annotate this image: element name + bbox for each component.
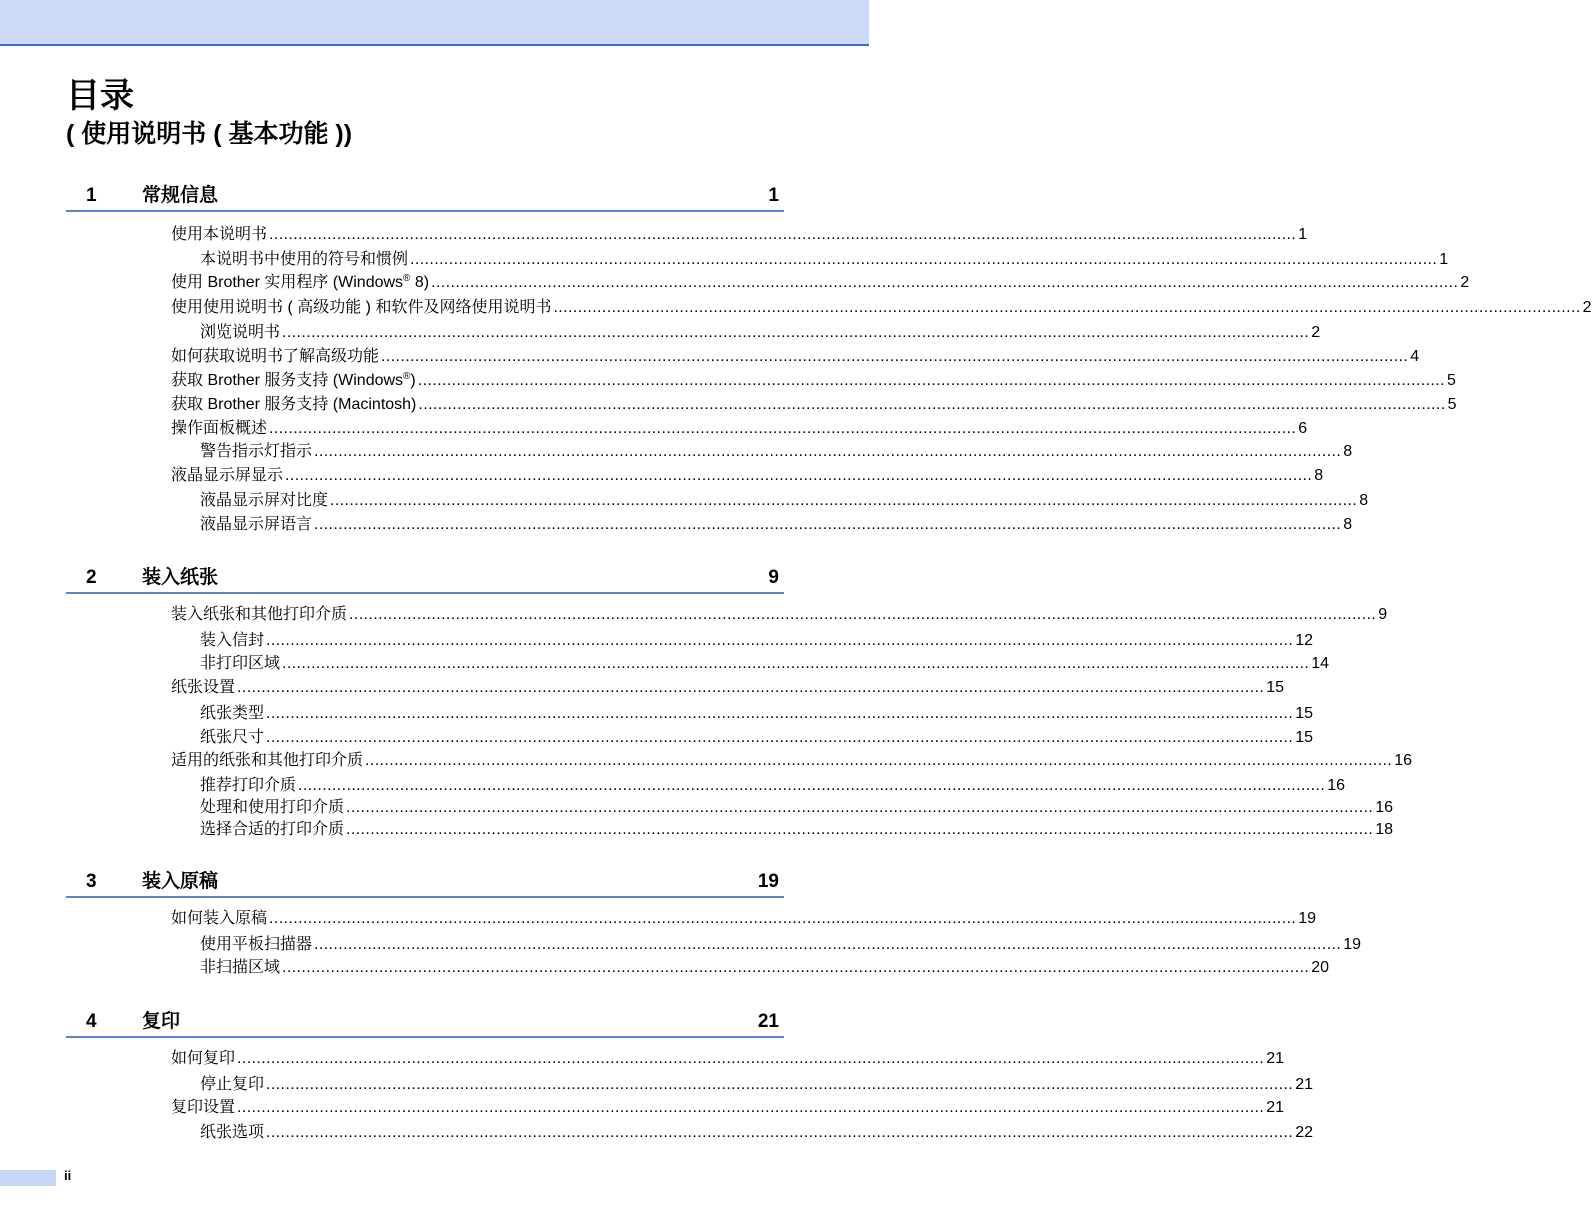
page-subtitle: ( 使用说明书 ( 基本功能 )): [66, 120, 353, 148]
dot-leader: ....................................................................................................................................................................................................................: [266, 729, 1294, 746]
toc-entry-title: 本说明书中使用的符号和惯例: [200, 251, 409, 268]
toc-entry-title: 使用 Brother 实用程序 (Windows® 8): [171, 273, 430, 291]
dot-leader: ....................................................................................................................................................................................................................: [237, 679, 1265, 696]
dot-leader: ....................................................................................................................................................................................................................: [553, 299, 1581, 316]
chapter-page: 9: [768, 567, 779, 588]
toc-entry-page: 8: [1343, 443, 1353, 460]
toc-entry[interactable]: [200, 441, 1353, 463]
toc-entry-title: 停止复印: [200, 1076, 265, 1093]
toc-entry-title: 处理和使用打印介质: [200, 799, 345, 816]
chapter-title: 复印: [142, 1011, 181, 1032]
toc-entry-page: 16: [1327, 777, 1346, 794]
dot-leader: ....................................................................................................................................................................................................................: [314, 443, 1342, 460]
dot-leader: ....................................................................................................................................................................................................................: [266, 632, 1294, 649]
chapter-heading-3[interactable]: [66, 868, 784, 898]
toc-entry[interactable]: [171, 1097, 1285, 1119]
dot-leader: ....................................................................................................................................................................................................................: [269, 226, 1297, 243]
toc-entry-title: 适用的纸张和其他打印介质: [171, 752, 364, 769]
toc-entry-page: 12: [1295, 632, 1314, 649]
toc-entry-title: 非扫描区域: [200, 959, 281, 976]
toc-entry[interactable]: [200, 797, 1394, 819]
toc-entry-title: 警告指示灯指示: [200, 443, 313, 460]
toc-entry[interactable]: [200, 322, 1321, 344]
toc-entry-title: 纸张尺寸: [200, 729, 265, 746]
chapter-number: 3: [86, 871, 97, 892]
toc-entry-title: 复印设置: [171, 1099, 236, 1116]
dot-leader: ....................................................................................................................................................................................................................: [417, 372, 1445, 389]
toc-entry[interactable]: [200, 703, 1314, 725]
toc-entry-page: 21: [1295, 1076, 1314, 1093]
dot-leader: ....................................................................................................................................................................................................................: [282, 655, 1310, 672]
dot-leader: ....................................................................................................................................................................................................................: [346, 799, 1374, 816]
dot-leader: ....................................................................................................................................................................................................................: [269, 420, 1297, 437]
toc-entry[interactable]: [171, 750, 1413, 772]
chapter-page: 21: [757, 1011, 779, 1032]
toc-entry-title: 装入纸张和其他打印介质: [171, 606, 348, 623]
toc-entry-page: 2: [1582, 299, 1592, 316]
toc-entry-page: 6: [1298, 420, 1308, 437]
dot-leader: ....................................................................................................................................................................................................................: [266, 1076, 1294, 1093]
toc-entry[interactable]: [200, 630, 1314, 652]
chapter-heading-1[interactable]: [66, 182, 784, 212]
toc-entry-page: 15: [1266, 679, 1285, 696]
toc-entry-title: 非打印区域: [200, 655, 281, 672]
toc-entry[interactable]: [200, 934, 1362, 956]
toc-entry[interactable]: [200, 249, 1449, 271]
footer-tab: [0, 1170, 56, 1186]
footer-page-number: ii: [64, 1168, 72, 1183]
toc-entry-title: 纸张选项: [200, 1124, 265, 1141]
toc-entry[interactable]: [200, 957, 1330, 979]
dot-leader: ....................................................................................................................................................................................................................: [266, 705, 1294, 722]
chapter-heading-2[interactable]: [66, 564, 784, 594]
chapter-page: 19: [757, 871, 779, 892]
dot-leader: ....................................................................................................................................................................................................................: [349, 606, 1377, 623]
toc-entry-title: 使用使用说明书 ( 高级功能 ) 和软件及网络使用说明书: [171, 299, 552, 316]
chapter-heading-4[interactable]: [66, 1008, 784, 1038]
toc-entry-page: 22: [1295, 1124, 1314, 1141]
toc-entry-page: 2: [1460, 274, 1470, 291]
toc-entry-page: 21: [1266, 1050, 1285, 1067]
toc-entry-title: 推荐打印介质: [200, 777, 297, 794]
toc-entry-page: 8: [1359, 492, 1369, 509]
toc-entry[interactable]: [171, 908, 1317, 930]
toc-entry[interactable]: [200, 819, 1394, 841]
toc-entry[interactable]: [200, 490, 1369, 512]
dot-leader: ....................................................................................................................................................................................................................: [410, 251, 1438, 268]
registered-mark: ®: [403, 371, 411, 382]
toc-entry-page: 16: [1375, 799, 1394, 816]
toc-entry[interactable]: [200, 653, 1330, 675]
toc-entry-title: 液晶显示屏语言: [200, 516, 313, 533]
toc-entry-title: 装入信封: [200, 632, 265, 649]
page-title: 目录: [66, 77, 134, 115]
toc-entry-page: 9: [1378, 606, 1388, 623]
toc-entry[interactable]: [171, 677, 1285, 699]
toc-entry-title: 获取 Brother 服务支持 (Macintosh): [171, 396, 417, 413]
toc-entry-page: 19: [1343, 936, 1362, 953]
chapter-title: 常规信息: [142, 185, 219, 206]
chapter-number: 4: [86, 1011, 97, 1032]
toc-entry[interactable]: [171, 1048, 1285, 1070]
dot-leader: ....................................................................................................................................................................................................................: [431, 274, 1459, 291]
toc-entry-title: 纸张类型: [200, 705, 265, 722]
toc-entry[interactable]: [171, 272, 1470, 294]
toc-entry-title: 如何复印: [171, 1050, 236, 1067]
chapter-number: 2: [86, 567, 97, 588]
toc-entry-page: 15: [1295, 729, 1314, 746]
toc-entry-title: 纸张设置: [171, 679, 236, 696]
dot-leader: ....................................................................................................................................................................................................................: [330, 492, 1358, 509]
toc-entry[interactable]: [200, 775, 1346, 797]
dot-leader: ....................................................................................................................................................................................................................: [269, 910, 1297, 927]
toc-entry-title: 如何获取说明书了解高级功能: [171, 348, 380, 365]
dot-leader: ....................................................................................................................................................................................................................: [381, 348, 1409, 365]
toc-entry-title: 使用平板扫描器: [200, 936, 313, 953]
toc-entry-title: 液晶显示屏显示: [171, 467, 284, 484]
toc-entry-page: 8: [1343, 516, 1353, 533]
toc-entry[interactable]: [171, 297, 1592, 319]
toc-entry-page: 21: [1266, 1099, 1285, 1116]
chapter-number: 1: [86, 185, 97, 206]
toc-entry[interactable]: [171, 394, 1457, 416]
toc-entry-page: 19: [1298, 910, 1317, 927]
toc-entry-title: 如何装入原稿: [171, 910, 268, 927]
dot-leader: ....................................................................................................................................................................................................................: [237, 1099, 1265, 1116]
toc-entry-page: 4: [1410, 348, 1420, 365]
toc-entry-title: 使用本说明书: [171, 226, 268, 243]
toc-entry-page: 1: [1439, 251, 1449, 268]
toc-entry-title: 液晶显示屏对比度: [200, 492, 329, 509]
toc-entry[interactable]: [200, 1122, 1314, 1144]
dot-leader: ....................................................................................................................................................................................................................: [237, 1050, 1265, 1067]
toc-entry[interactable]: [171, 465, 1324, 487]
toc-entry[interactable]: [200, 1074, 1314, 1096]
dot-leader: ....................................................................................................................................................................................................................: [314, 516, 1342, 533]
toc-entry-page: 5: [1446, 372, 1456, 389]
toc-entry-title: 操作面板概述: [171, 420, 268, 437]
dot-leader: ....................................................................................................................................................................................................................: [285, 467, 1313, 484]
dot-leader: ....................................................................................................................................................................................................................: [282, 324, 1310, 341]
toc-entry-page: 8: [1314, 467, 1324, 484]
header-band: [0, 0, 869, 46]
dot-leader: ....................................................................................................................................................................................................................: [346, 821, 1374, 838]
dot-leader: ....................................................................................................................................................................................................................: [314, 936, 1342, 953]
toc-entry-page: 1: [1298, 226, 1308, 243]
toc-entry-page: 20: [1311, 959, 1330, 976]
toc-entry-page: 16: [1394, 752, 1413, 769]
toc-entry[interactable]: [171, 418, 1308, 440]
dot-leader: ....................................................................................................................................................................................................................: [418, 396, 1446, 413]
dot-leader: ....................................................................................................................................................................................................................: [282, 959, 1310, 976]
toc-entry[interactable]: [171, 346, 1420, 368]
toc-entry-page: 18: [1375, 821, 1394, 838]
toc-entry[interactable]: [200, 727, 1314, 749]
dot-leader: ....................................................................................................................................................................................................................: [365, 752, 1393, 769]
toc-entry-page: 2: [1311, 324, 1321, 341]
toc-entry-page: 5: [1447, 396, 1457, 413]
registered-mark: ®: [403, 273, 411, 284]
toc-entry[interactable]: [171, 370, 1456, 392]
toc-entry-page: 14: [1311, 655, 1330, 672]
toc-entry-title: 浏览说明书: [200, 324, 281, 341]
chapter-title: 装入原稿: [142, 871, 219, 892]
chapter-title: 装入纸张: [142, 567, 219, 588]
toc-entry[interactable]: [171, 604, 1388, 626]
toc-entry-title: 获取 Brother 服务支持 (Windows®): [171, 371, 416, 389]
toc-entry-title: 选择合适的打印介质: [200, 821, 345, 838]
toc-entry[interactable]: [200, 514, 1353, 536]
dot-leader: ....................................................................................................................................................................................................................: [266, 1124, 1294, 1141]
chapter-page: 1: [768, 185, 779, 206]
toc-entry[interactable]: [171, 224, 1308, 246]
toc-entry-page: 15: [1295, 705, 1314, 722]
dot-leader: ....................................................................................................................................................................................................................: [298, 777, 1326, 794]
